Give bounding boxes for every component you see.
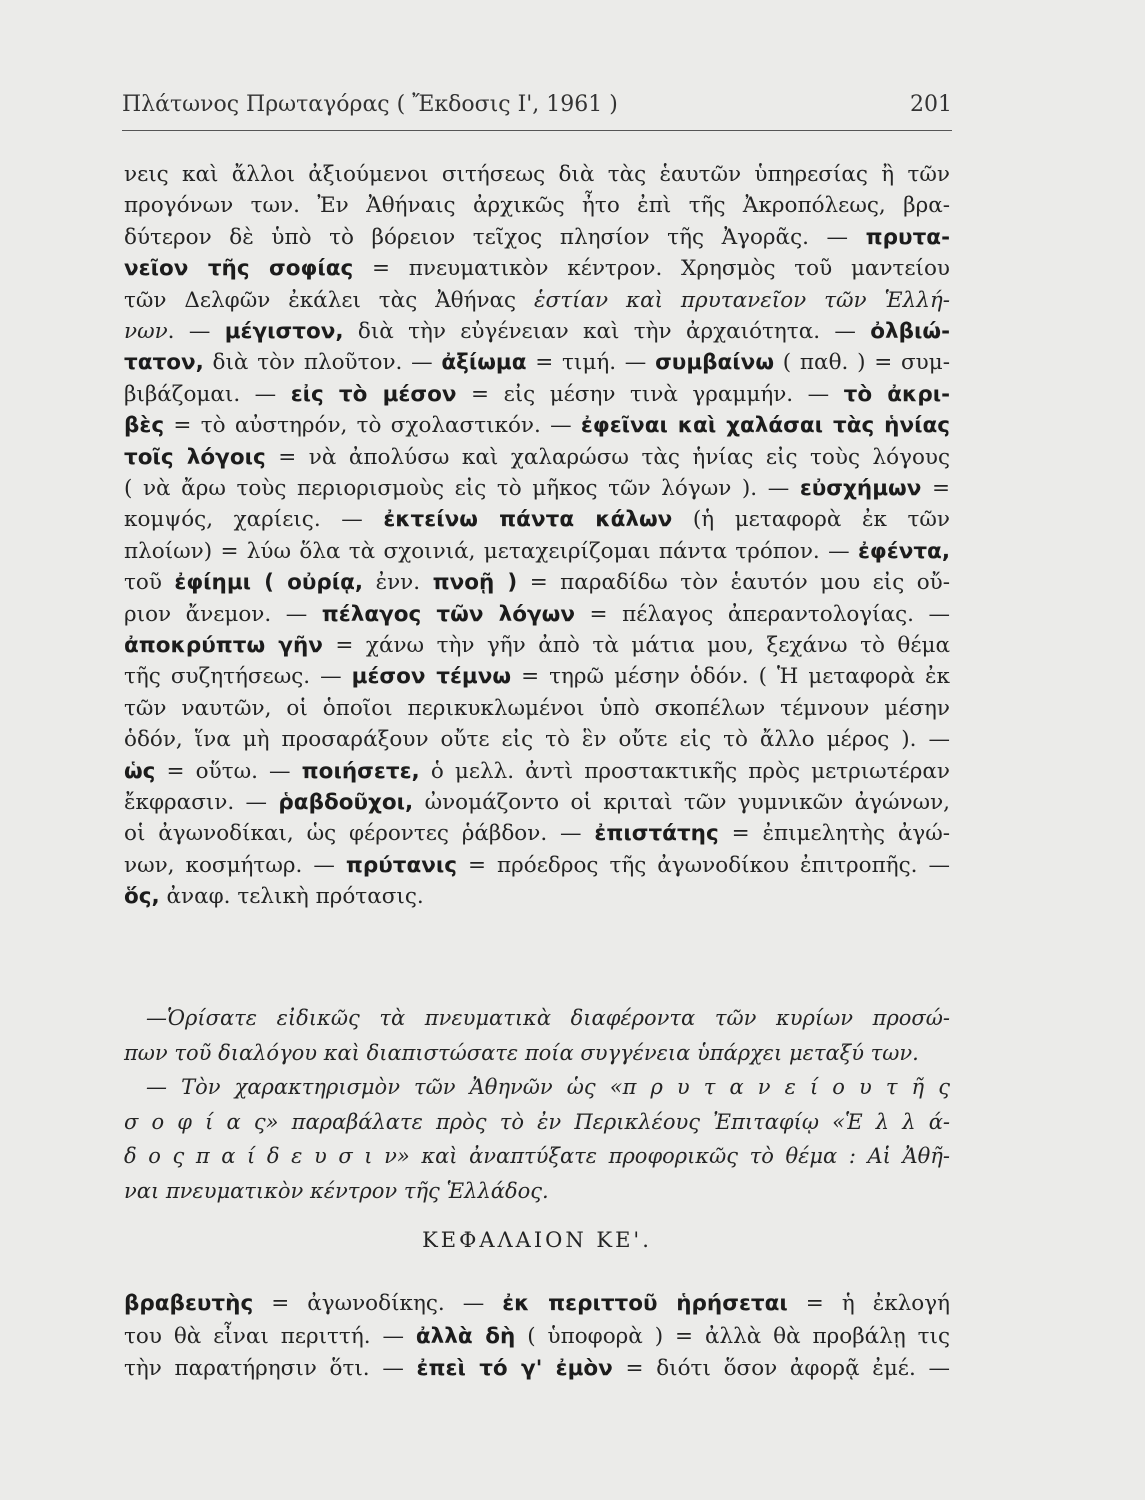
gloss-text: τῶν ναυτῶν, οἱ ὁποῖοι περικυκλωμένοι ὑπὸ σκοπέλων τέμνουν μέσην [124, 695, 950, 721]
gloss-text: = πέλαγος ἀπεραντολογίας. — [575, 601, 950, 627]
text-line [124, 882, 950, 914]
gloss-text: δύτερον δὲ ὑπὸ τὸ βόρειον τεῖχος πλησίον τῆς Ἀγορᾶς. — [124, 224, 866, 250]
headword: ἐπιστάτης [594, 821, 719, 847]
gloss-text: ἐνν. [363, 570, 433, 596]
text-line [124, 1322, 950, 1354]
headword: νεῖον τῆς σοφίας [124, 256, 354, 282]
text-line [124, 254, 950, 286]
headword: ἐφέντα, [857, 538, 950, 564]
text-line [124, 1354, 950, 1386]
text-line [124, 411, 950, 443]
gloss-text: = τηρῶ μέσην ὁδόν. ( Ἡ μεταφορὰ ἐκ [511, 664, 950, 690]
gloss-text: κομψός, χαρίεις. — [124, 507, 384, 533]
gloss-text: ( παθ. ) = συμ- [774, 350, 950, 376]
text-line [124, 191, 950, 223]
text-line [124, 223, 950, 255]
gloss-text: ὁδόν, ἵνα μὴ προσαράξουν οὔτε εἰς τὸ ἓν οὔτε εἰς τὸ ἄλλο μέρος ). — [124, 727, 950, 753]
exercise-line: — Τὸν χαρακτηρισμὸν τῶν Ἀθηνῶν ὡς «π ρ υ τ α ν ε ί ο υ τ ῆ ς [146, 1075, 950, 1099]
text-line [124, 662, 950, 694]
gloss-text: ( νὰ ἄρω τοὺς περιορισμοὺς εἰς τὸ μῆκος τῶν λόγων ). — [124, 476, 800, 501]
headword: τὸ ἀκρι- [843, 381, 951, 407]
gloss-text: τῶν Δελφῶν ἐκάλει τὰς Ἀθήνας [124, 287, 534, 313]
gloss-text: = τὸ αὐστηρόν, τὸ σχολαστικόν. — [164, 413, 581, 439]
headword: μέσον τέμνω [351, 664, 512, 690]
gloss-text: = πνευματικὸν κέντρον. Χρησμὸς τοῦ μαντείου [353, 256, 950, 282]
gloss-text: διὰ τὴν εὐγένειαν καὶ τὴν ἀρχαιότητα. — [343, 319, 871, 344]
text-line [124, 474, 950, 506]
headword: πρυτα- [865, 224, 950, 250]
gloss-text: προγόνων των. Ἐν Ἀθήναις ἀρχικῶς ἦτο ἐπὶ τῆς Ἀκροπόλεως, βρα- [124, 193, 950, 219]
text-line [124, 788, 950, 820]
gloss-text: του θὰ εἶναι περιττή. — [124, 1323, 416, 1349]
exercise-line: —Ὁρίσατε εἰδικῶς τὰ πνευματικὰ διαφέροντα τῶν κυρίων προσώ- [146, 1006, 950, 1030]
text-line [124, 317, 950, 349]
gloss-text: πλοίων) = λύω ὅλα τὰ σχοινιά, μεταχειρίζομαι πάντα τρόπον. — [124, 538, 858, 564]
gloss-text: νεις καὶ ἄλλοι ἀξιούμενοι σιτήσεως διὰ τὰς ἑαυτῶν ὑπηρεσίας ἢ τῶν [124, 162, 950, 187]
headword: εὐσχήμων [799, 476, 922, 501]
gloss-text: ριον ἄνεμον. — [124, 601, 322, 627]
headword: ὅς, [124, 884, 160, 910]
text-line [124, 631, 950, 663]
text-line [124, 505, 950, 537]
text-line [124, 1289, 950, 1321]
gloss-text: = [921, 476, 950, 501]
running-header [122, 92, 952, 117]
headword: ἐκ περιττοῦ ἡρήσεται [502, 1291, 788, 1316]
page-number: 201 [910, 92, 952, 117]
text-line [124, 568, 950, 600]
gloss-text: = παραδίδω τὸν ἑαυτόν μου εἰς οὔ- [517, 570, 950, 596]
gloss-text: νων, κοσμήτωρ. — [124, 852, 346, 878]
gloss-text: τοῦ [124, 570, 175, 596]
text-line [124, 600, 950, 632]
headword: μέγιστον, [224, 319, 344, 344]
headword: πέλαγος τῶν λόγων [321, 601, 576, 627]
gloss-text: ἀναφ. τελικὴ πρότασις. [159, 884, 424, 910]
headword: ἐπεὶ τό γ' ἐμὸν [416, 1356, 613, 1381]
gloss-text: ( ὑποφορὰ ) = ἀλλὰ θὰ προβάλῃ τις [515, 1323, 950, 1349]
text-line [124, 443, 950, 475]
headword: ὡς [124, 758, 156, 784]
headword: ἐκτείνω πάντα κάλων [383, 507, 673, 533]
headword: ἀλλὰ δὴ [415, 1323, 516, 1349]
text-line [124, 537, 950, 569]
text-line [124, 851, 950, 883]
header-rule [122, 130, 952, 131]
gloss-text: = ἐπιμελητὴς ἀγώ- [718, 821, 950, 847]
headword: τοῖς λόγοις [124, 444, 266, 470]
headword: ποιήσετε, [301, 758, 420, 784]
gloss-text: διὰ τὸν πλοῦτον. — [203, 350, 442, 376]
text-line [124, 286, 950, 318]
headword: συμβαίνω [655, 350, 775, 376]
running-title: Πλάτωνος Πρωταγόρας ( Ἔκδοσις Ι', 1961 ) [122, 92, 618, 117]
gloss-text: = ἡ ἐκλογή [787, 1291, 950, 1316]
headword: πνοῇ ) [432, 570, 518, 596]
gloss-text: = οὕτω. — [155, 758, 302, 784]
gloss-text: = χάνω τὴν γῆν ἀπὸ τὰ μάτια μου, ξεχάνω τὸ θέμα [322, 633, 950, 658]
exercise-line: σ ο φ ί α ς» παραβάλατε πρὸς τὸ ἐν Περικλέους Ἐπιταφίῳ «Ἑ λ λ ά- [124, 1109, 950, 1134]
text-line [124, 725, 950, 757]
headword: ἐφίημι ( οὐρίᾳ, [174, 570, 364, 596]
gloss-text: βιβάζομαι. — [124, 381, 291, 407]
headword: ἀποκρύπτω γῆν [124, 633, 323, 658]
gloss-text: = νὰ ἀπολύσω καὶ χαλαρώσω τὰς ἡνίας εἰς τοὺς λόγους [265, 444, 950, 470]
gloss-text: = πρόεδρος τῆς ἀγωνοδίκου ἐπιτροπῆς. — [457, 852, 950, 878]
text-line [124, 380, 950, 412]
text-line [124, 694, 950, 726]
gloss-text: = διότι ὅσον ἀφορᾷ ἐμέ. — [612, 1356, 950, 1381]
gloss-text: τὴν παρατήρησιν ὅτι. — [124, 1356, 417, 1381]
gloss-text: = εἰς μέσην τινὰ γραμμήν. — [456, 381, 844, 407]
text-line [124, 757, 950, 789]
exercise-line: δ ο ς π α ί δ ε υ σ ι ν» καὶ ἀναπτύξατε προφορικῶς τὸ θέμα : Αἱ Ἀθῆ- [124, 1144, 950, 1168]
gloss-text: οἱ ἀγωνοδίκαι, ὡς φέροντες ῥάβδον. — [124, 821, 595, 847]
headword: βραβευτὴς [124, 1291, 254, 1316]
headword: πρύτανις [345, 852, 458, 878]
chapter-heading: ΚΕΦΑΛΑΙΟΝ ΚΕ'. [422, 1228, 652, 1252]
text-line [124, 348, 950, 380]
gloss-text: = τιμή. — [526, 350, 656, 376]
headword: ῥαβδοῦχοι, [278, 790, 414, 815]
quoted-phrase: νων [124, 319, 168, 344]
exercise-line: ναι πνευματικὸν κέντρον τῆς Ἑλλάδος. [124, 1178, 549, 1203]
quoted-phrase: ἑστίαν καὶ πρυτανεῖον τῶν Ἑλλή- [533, 287, 950, 313]
gloss-text: ὁ μελλ. ἀντὶ προστακτικῆς πρὸς μετριωτέραν [419, 758, 950, 784]
headword: βὲς [124, 413, 165, 439]
gloss-text: (ἡ μεταφορὰ ἐκ τῶν [672, 507, 950, 533]
gloss-text: ἔκφρασιν. — [124, 790, 279, 815]
headword: ὀλβιώ- [870, 319, 950, 344]
headword: ἐφεῖναι καὶ χαλάσαι τὰς ἡνίας [580, 413, 951, 439]
text-line [124, 160, 950, 192]
gloss-text: ὠνομάζοντο οἱ κριταὶ τῶν γυμνικῶν ἀγώνων, [413, 790, 950, 815]
gloss-text: . — [167, 319, 225, 344]
gloss-text: = ἀγωνοδίκης. — [253, 1291, 503, 1316]
headword: εἰς τὸ μέσον [290, 381, 457, 407]
text-line [124, 819, 950, 851]
headword: τατον, [124, 350, 204, 376]
gloss-text: τῆς συζητήσεως. — [124, 664, 352, 690]
exercise-line: πων τοῦ διαλόγου καὶ διαπιστώσατε ποία συγγένεια ὑπάρχει μεταξύ των. [124, 1040, 919, 1065]
headword: ἀξίωμα [441, 350, 527, 376]
